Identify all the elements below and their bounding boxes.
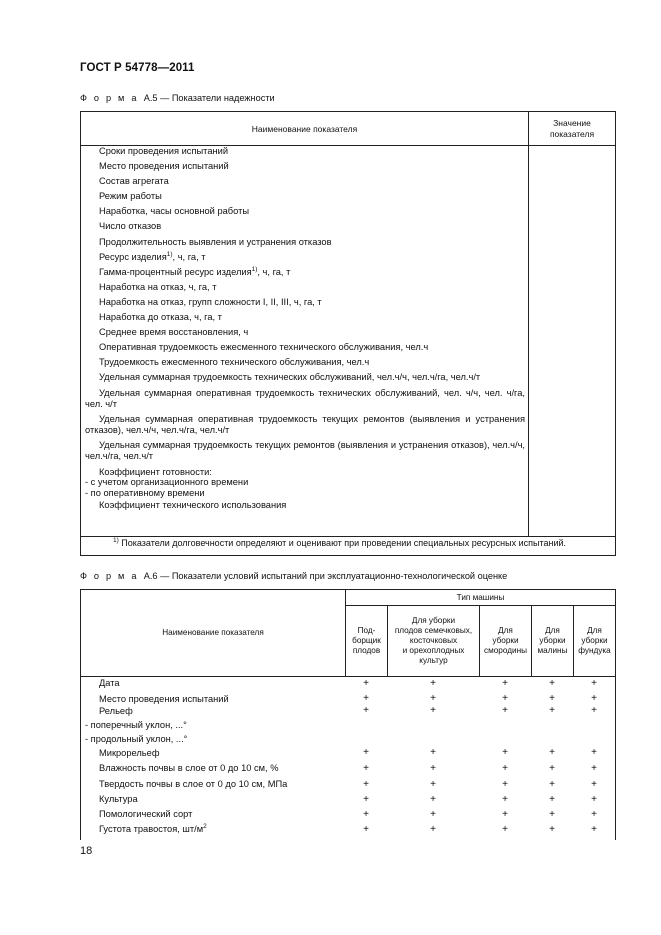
col-header-picker	[346, 606, 387, 676]
plus-mark: +	[591, 693, 597, 704]
header-divider	[81, 676, 615, 677]
plus-mark: +	[363, 678, 369, 689]
table-row: Среднее время восстановления, ч	[99, 327, 249, 338]
hdr-line: плодов семечковых,	[394, 626, 473, 635]
plus-mark: +	[591, 779, 597, 790]
col-header-value	[528, 112, 616, 145]
form-a6-title-text: А.6 — Показатели условий испытаний при эксплуатационно-технологической оценке	[143, 571, 508, 581]
plus-mark: +	[591, 824, 597, 835]
plus-mark: +	[549, 747, 555, 758]
hdr-line: Для	[545, 626, 560, 635]
plus-mark: +	[363, 763, 369, 774]
plus-mark: +	[502, 678, 508, 689]
reliability-table	[80, 111, 616, 556]
table-row: Число отказов	[99, 221, 162, 232]
plus-mark: +	[363, 809, 369, 820]
table-row: Удельная суммарная трудоемкость текущих ремонтов (выявления и устранения отказов), чел.ч/ч, чел.ч/га, чел.ч/т	[85, 439, 525, 461]
plus-mark: +	[549, 678, 555, 689]
row-name: Твердость почвы в слое от 0 до 10 см, МПа	[99, 779, 288, 789]
plus-mark: +	[502, 705, 508, 716]
plus-mark: +	[430, 678, 436, 689]
plus-mark: +	[549, 779, 555, 790]
readiness-sub: - по оперативному времени	[85, 487, 205, 498]
readiness-title: Коэффициент готовности:	[99, 466, 212, 477]
table-row: Состав агрегата	[99, 176, 169, 187]
form-a5-title	[80, 93, 275, 103]
hdr-line: Для	[498, 626, 513, 635]
table-row-gamma	[85, 267, 525, 282]
resource-label: Ресурс изделия	[99, 251, 167, 262]
plus-mark: +	[502, 779, 508, 790]
table-row: Наработка до отказа, ч, га, т	[99, 312, 222, 323]
plus-mark: +	[591, 678, 597, 689]
plus-mark: +	[363, 693, 369, 704]
hdr-line: уборки	[539, 636, 566, 645]
col-header-value-l2: показателя	[549, 128, 595, 139]
plus-mark: +	[363, 747, 369, 758]
plus-mark: +	[502, 747, 508, 758]
table-row: Наработка на отказ, ч, га, т	[99, 281, 217, 292]
plus-mark: +	[502, 763, 508, 774]
row-name: Микрорельеф	[99, 748, 160, 758]
row-name: Рельеф	[99, 706, 133, 716]
table-row: Оперативная трудоемкость ежесменного технического обслуживания, чел.ч	[99, 342, 429, 353]
table-row-readiness	[85, 466, 525, 499]
plus-mark: +	[591, 705, 597, 716]
form-word: Ф о р м а	[80, 571, 139, 581]
hdr-line: малины	[537, 646, 568, 655]
table-row: Место проведения испытаний	[99, 161, 229, 172]
gamma-units: , ч, га, т	[257, 266, 291, 277]
plus-mark: +	[430, 794, 436, 805]
plus-mark: +	[430, 693, 436, 704]
reliability-rows	[85, 146, 525, 515]
col-header-value-l1: Значение	[553, 118, 591, 128]
form-a5-title-text: А.5 — Показатели надежности	[143, 93, 275, 103]
page-header: ГОСТ Р 54778—2011	[80, 62, 195, 74]
row-name-density	[99, 824, 207, 835]
plus-mark: +	[363, 779, 369, 790]
plus-mark: +	[591, 809, 597, 820]
plus-mark: +	[549, 705, 555, 716]
row-name: Влажность почвы в слое от 0 до 10 см, %	[99, 763, 279, 773]
hdr-line: Для	[587, 626, 602, 635]
readiness-sub: - с учетом организационного времени	[85, 477, 249, 488]
plus-mark: +	[363, 794, 369, 805]
density-label: Густота травостоя, шт/м	[99, 824, 204, 834]
table-row: Продолжительность выявления и устранения отказов	[99, 236, 332, 247]
table-row: Коэффициент технического использования	[99, 500, 287, 511]
plus-mark: +	[430, 809, 436, 820]
hdr-line: и орехоплодных	[402, 646, 465, 655]
row-name: Место проведения испытаний	[99, 694, 229, 704]
row-name: Культура	[99, 794, 138, 804]
hdr-line: косточковых	[409, 636, 458, 645]
plus-mark: +	[430, 779, 436, 790]
column-divider	[528, 112, 529, 537]
hdr-line: Для уборки	[411, 616, 456, 625]
col-header-orchard	[388, 606, 479, 676]
plus-mark: +	[502, 824, 508, 835]
plus-mark: +	[591, 747, 597, 758]
row-name: - продольный уклон, ...°	[85, 734, 188, 744]
page-number: 18	[80, 845, 93, 857]
resource-units: , ч, га, т	[172, 251, 206, 262]
plus-mark: +	[363, 824, 369, 835]
col-header-currant	[480, 606, 531, 676]
footnote-ref: 1)	[166, 250, 173, 258]
footnote-ref: 1)	[251, 265, 258, 273]
form-word: Ф о р м а	[80, 93, 139, 103]
table-row: Удельная суммарная трудоемкость технических обслуживаний, чел.ч/ч, чел.ч/га, чел.ч/т	[99, 372, 481, 383]
hdr-line: фундука	[578, 646, 611, 655]
plus-mark: +	[549, 824, 555, 835]
col-header-machine-type: Тип машины	[456, 592, 505, 602]
plus-mark: +	[549, 763, 555, 774]
gamma-label: Гамма-процентный ресурс изделия	[99, 266, 252, 277]
hdr-line: смородины	[484, 646, 527, 655]
col-header-raspberry	[532, 606, 573, 676]
row-name: Дата	[99, 678, 120, 688]
hdr-line: плодов	[352, 646, 381, 655]
form-a6-title	[80, 571, 507, 581]
plus-mark: +	[502, 794, 508, 805]
row-name: - поперечный уклон, ...°	[85, 720, 187, 730]
footnote-text: Показатели долговечности определяют и оценивают при проведении специальных ресурсных испытаний.	[118, 538, 567, 548]
superscript: 2	[203, 822, 207, 830]
footnote-divider	[81, 536, 615, 537]
table-row: Наработка, часы основной работы	[99, 206, 250, 217]
hdr-line: уборки	[581, 636, 608, 645]
hdr-line: борщик	[352, 636, 381, 645]
table-row-resource	[85, 252, 525, 267]
plus-mark: +	[363, 705, 369, 716]
plus-mark: +	[430, 824, 436, 835]
col-header-name: Наименование показателя	[251, 123, 358, 134]
table-row: Удельная суммарная оперативная трудоемкость текущих ремонтов (выявления и устранения отказов), чел.ч/ч, чел.ч/га, чел.ч/т	[85, 413, 525, 435]
col-header-hazelnut	[574, 606, 615, 676]
plus-mark: +	[430, 763, 436, 774]
hdr-line: уборки	[492, 636, 519, 645]
table-row: Наработка на отказ, групп сложности I, II, III, ч, га, т	[99, 296, 322, 307]
hdr-line: культур	[419, 656, 448, 665]
table-row: Режим работы	[99, 191, 162, 202]
plus-mark: +	[591, 763, 597, 774]
col-header-name: Наименование показателя	[162, 628, 264, 637]
hdr-line: Под-	[357, 626, 376, 635]
plus-mark: +	[591, 794, 597, 805]
table-row: Сроки проведения испытаний	[99, 146, 229, 156]
plus-mark: +	[549, 809, 555, 820]
table-row: Трудоемкость ежесменного технического обслуживания, чел.ч	[99, 357, 370, 368]
footnote-mark: 1)	[113, 537, 119, 544]
plus-mark: +	[502, 809, 508, 820]
row-name: Помологический сорт	[99, 809, 193, 819]
plus-mark: +	[430, 747, 436, 758]
footnote	[81, 538, 615, 548]
plus-mark: +	[502, 693, 508, 704]
plus-mark: +	[549, 693, 555, 704]
table-row: Удельная суммарная оперативная трудоемкость технических обслуживаний, чел. ч/ч, чел. ч/га, чел. ч/т	[85, 387, 525, 409]
test-conditions-table	[80, 589, 616, 840]
plus-mark: +	[549, 794, 555, 805]
plus-mark: +	[430, 705, 436, 716]
